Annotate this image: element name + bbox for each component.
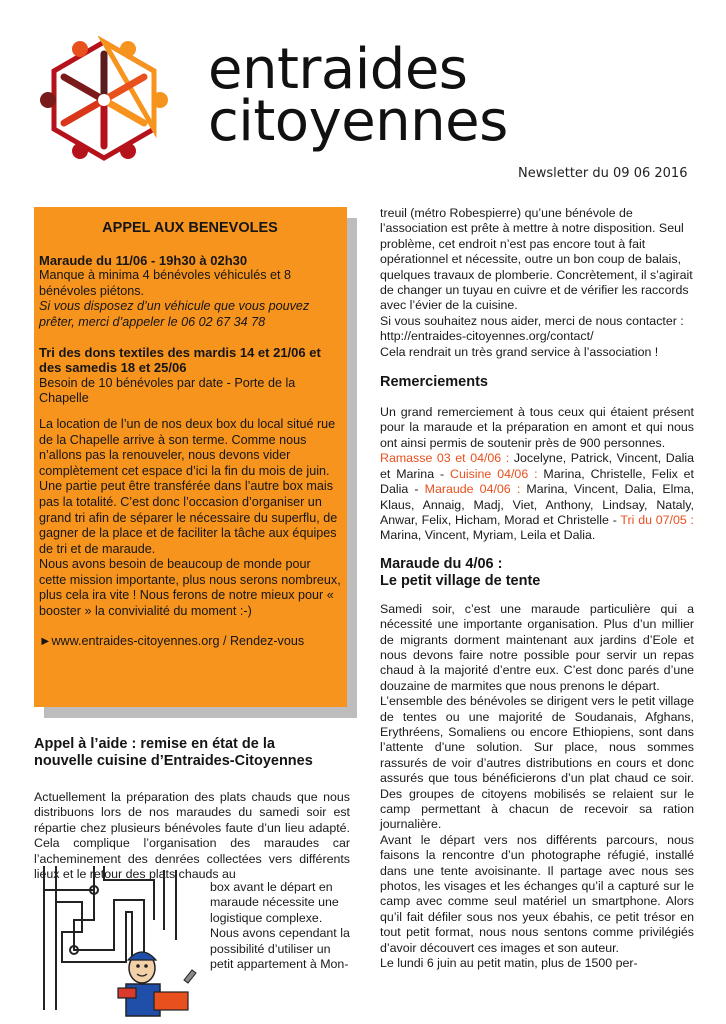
kitchen-narrow-para-2: Nous avons cependant la possibilité d’utiliser un petit appartement à Mon- bbox=[210, 926, 350, 972]
brand-line-1: entraides bbox=[208, 37, 468, 102]
kitchen-narrow-para-1: box avant le départ en maraude nécessite une logistique complexe. bbox=[210, 880, 339, 925]
right-column bbox=[380, 206, 694, 971]
kitchen-help-text: Si vous souhaitez nous aider, merci de nous contacter : http://entraides-citoyennes.org/contact/ bbox=[380, 313, 684, 344]
village-title-line-2: Le petit village de tente bbox=[380, 572, 541, 589]
kitchen-service-text: Cela rendrait un très grand service à l’association ! bbox=[380, 344, 659, 359]
village-para-3: Avant le départ vers nos différents parcours, nous faisons la rencontre d’un photographe réfugié, installé dans une tente avoisinante. Il partage avec nous ses photos, les visages et les échanges qu’il a capturé sur le camp avec comme seul matériel un smartphone. Alors qu’il fait défiler sous nos yeux ébahis, ce petit trésor en tout petit format, nous nous sentons comme privilégiés d’avoir découvert ces images et son auteur. bbox=[380, 832, 694, 955]
thanks-title: Remerciements bbox=[380, 374, 488, 391]
village-title-line-1: Maraude du 4/06 : bbox=[380, 555, 503, 572]
plumber-illustration-icon bbox=[34, 860, 200, 1020]
logo-icon bbox=[40, 36, 168, 164]
appeal-box bbox=[34, 207, 347, 707]
website-link[interactable]: ►www.entraides-citoyennes.org / Rendez-vous bbox=[39, 633, 305, 648]
kitchen-narrow-text bbox=[210, 880, 352, 972]
thanks-intro: Un grand remerciement à tous ceux qui étaient présent pour la maraude et la préparation en amont et qui nous ont ainsi permis de soutenir près de 900 personnes. bbox=[380, 405, 694, 450]
thanks-list bbox=[380, 451, 694, 543]
ramasse-label: Ramasse 03 et 04/06 : bbox=[380, 451, 510, 466]
maraude-names: Marina, Vincent, Dalia, Elma, Klaus, Annaig, Madj, Viet, Anthony, Lindsay, Nataly, Anwar, Felix, Hicham, Morad et Christelle - bbox=[380, 482, 695, 527]
village-para-4: Le lundi 6 juin au petit matin, plus de 1500 per- bbox=[380, 956, 638, 971]
maraude-text: Manque à minima 4 bénévoles véhiculés et 8 bénévoles piétons. bbox=[39, 268, 292, 298]
tri-label: Tri du 07/05 : bbox=[620, 512, 694, 527]
tri-names: Marina, Vincent, Myriam, Leila et Dalia. bbox=[380, 528, 596, 543]
kitchen-heading bbox=[34, 736, 350, 770]
ramasse-names: Jocelyne, Patrick, Vincent, Dalia et Marina - bbox=[380, 451, 694, 481]
appeal-title: APPEL AUX BENEVOLES bbox=[102, 220, 278, 236]
village-para-1: Samedi soir, c’est une maraude particulière qui a nécessité une importante organisation. Plus d’un millier de migrants dorment maintenant aux jardins d’Eole et nous devons faire notre possible pour servir un repas chaud à la majorité d’entre eux. C’est donc parés d’une douzaine de marmites que nous prenons le départ. bbox=[380, 601, 694, 693]
kitchen-paragraph: Actuellement la préparation des plats chauds que nous distribuons lors de nos maraudes du samedi soir est répartie chez plusieurs bénévoles faute d’un lieu adapté. Cela complique l’organisation des maraudes car l’acheminement des denrées collectées vers différents lieux et le retour des plats chauds au bbox=[34, 790, 350, 882]
kitchen-continued: treuil (métro Robespierre) qu’une bénévole de l’association est prête à mettre à notre disposition. Seul problème, cet endroit n’est pas encore tout à fait opérationnel et nécessite, outre un bon coup de balais, quelques travaux de plomberie. Concrètement, il s’agirait de changer un tuyau en cuivre et de vérifier les raccords avec l’évier de la cuisine. bbox=[380, 206, 693, 313]
tri-text: Besoin de 10 bénévoles par date - Porte de la Chapelle bbox=[39, 375, 296, 406]
maraude-label: Maraude 04/06 : bbox=[424, 482, 521, 497]
newsletter-date: Newsletter du 09 06 2016 bbox=[518, 166, 688, 181]
maraude-italic: Si vous disposez d’un véhicule que vous pouvez prêter, merci d’appeler le 06 02 67 34 78 bbox=[39, 299, 310, 329]
cuisine-names: Marina, Christelle, Felix et Dalia - bbox=[380, 466, 694, 497]
brand-line-2: citoyennes bbox=[208, 89, 508, 154]
tri-heading: Tri des dons textiles des mardis 14 et 21/06 et des samedis 18 et 25/06 bbox=[39, 344, 321, 376]
need-text: Nous avons besoin de beaucoup de monde pour cette mission importante, plus nous serons nombreux, plus cela ira vite ! Nous ferons de notre mieux pour « booster » la convivialité du moment :-) bbox=[39, 557, 341, 619]
brand-name bbox=[208, 37, 508, 154]
cuisine-label: Cuisine 04/06 : bbox=[450, 466, 538, 481]
village-para-2: L’ensemble des bénévoles se dirigent vers le petit village de tentes ou une majorité de Soudanais, Afghans, Erythréens, Somaliens ou encore Ethiopiens, sont dans l’attente d’une solution. Sur place, nous sommes rassurés de voir d’autres distributions en cours et donc assurés que tous bénéficierons d’un plat chaud ce soir. Des groupes de citoyens mobilisés se relaient sur le camp permettant à chacun de recevoir sa ration journalière. bbox=[380, 694, 694, 832]
maraude-heading: Maraude du 11/06 - 19h30 à 02h30 bbox=[39, 252, 248, 268]
location-text: La location de l’un de nos deux box du local situé rue de la Chapelle arrive à son terme. Comme nous n’allons pas la renouveler, nous devons vider complètement cet espace d’ici la fin du mois de juin. bbox=[39, 416, 336, 478]
transfer-text: Une partie peut être transférée dans l’autre box mais pas la totalité. C’est donc l’occasion d’organiser un grand tri afin de séparer le nécessaire du superflu, de gagner de la place et de faciliter la tâche aux équipes de tri et de maraude. bbox=[39, 479, 338, 556]
kitchen-title-line-1: Appel à l’aide : remise en état de la bbox=[34, 736, 275, 752]
kitchen-title-line-2: nouvelle cuisine d’Entraides-Citoyennes bbox=[34, 753, 313, 769]
